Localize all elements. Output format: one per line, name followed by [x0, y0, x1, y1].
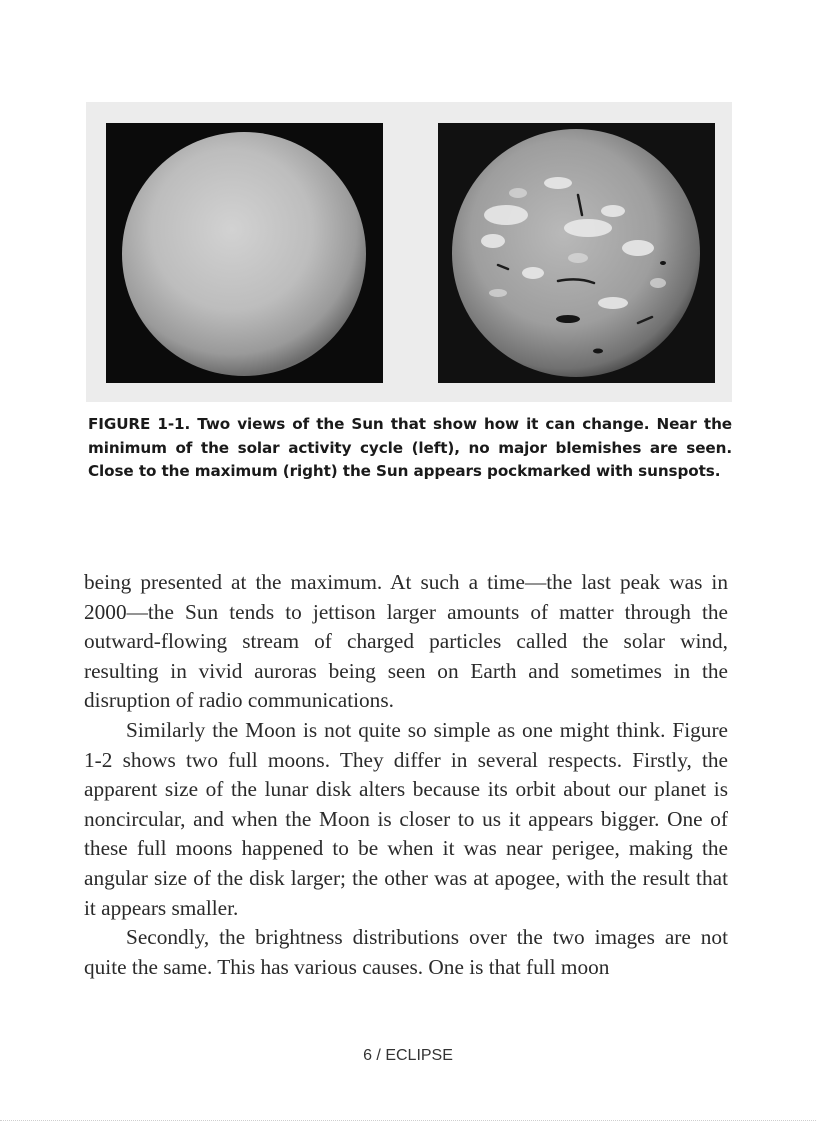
paragraph: Secondly, the brightness distributions over the two images are not quite the same. This has various causes. One is that full moon [84, 925, 728, 979]
sun-minimum-image [106, 123, 383, 383]
figure-caption: FIGURE 1-1. Two views of the Sun that show how it can change. Near the minimum of the solar activity cycle (left), no major blemishes are seen. Close to the maximum (right) the Sun appears pockmarked with sunspots. [88, 415, 732, 480]
figure-1-1 [86, 102, 732, 402]
paragraph: being presented at the maximum. At such a time—the last peak was in 2000—the Sun tends to jettison larger amounts of matter through the outward-flowing stream of charged particles called the solar wind, resulting in vivid auroras being seen on Earth and sometimes in the disruption of radio communications. [84, 570, 728, 713]
page-bottom-rule [0, 1120, 816, 1122]
paragraph: Similarly the Moon is not quite so simple as one might think. Figure 1-2 shows two full moons. They differ in several respects. Firstly, the apparent size of the lunar disk alters because its orbit about our planet is noncircular, and when the Moon is closer to us it appears bigger. One of these full moons happened to be when it was near perigee, making the angular size of the disk larger; the other was at apogee, with the result that it appears smaller. [84, 717, 728, 920]
sun-maximum-image [438, 123, 715, 383]
sun-maximum-graphic [438, 123, 715, 383]
page-footer: 6 / ECLIPSE [363, 1047, 453, 1064]
sun-minimum-graphic [106, 123, 383, 383]
body-text [84, 568, 728, 982]
